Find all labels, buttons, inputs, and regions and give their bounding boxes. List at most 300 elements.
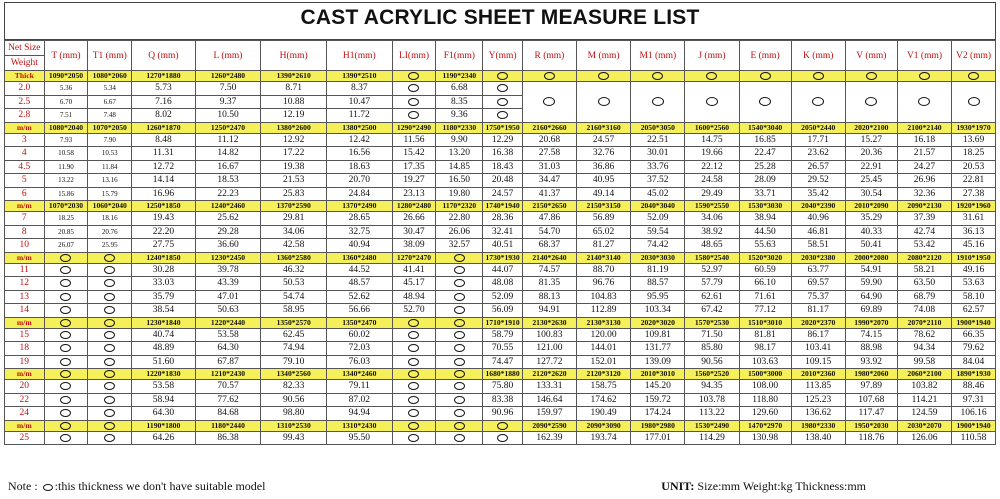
weight-cell: 120.00 [577, 328, 631, 342]
weight-cell: 36.86 [577, 160, 631, 174]
circle-icon [104, 396, 115, 404]
sheet-size-cell: 1260*1870 [132, 122, 196, 133]
weight-cell: 17.71 [791, 133, 845, 147]
weight-cell: 71.50 [685, 328, 739, 342]
sheet-size-cell: 2020*3020 [631, 317, 685, 328]
weight-cell: 10.53 [88, 147, 132, 161]
thickness-row [5, 239, 996, 253]
weight-cell: 27.58 [522, 147, 576, 161]
col-header: F1(mm) [436, 41, 483, 71]
thickness-row [5, 147, 996, 161]
weight-cell: 56.66 [326, 304, 392, 318]
weight-cell: 19.66 [685, 147, 739, 161]
weight-cell: 22.23 [195, 187, 261, 201]
circle-icon [544, 72, 555, 80]
weight-cell: 146.64 [522, 393, 576, 407]
weight-cell: 162.39 [522, 431, 576, 445]
thickness-label: 3 [5, 133, 45, 147]
weight-cell: 96.76 [577, 277, 631, 291]
size-band-row [5, 201, 996, 212]
circle-icon [60, 370, 71, 378]
thickness-row [5, 82, 996, 96]
weight-cell: 16.38 [483, 147, 523, 161]
not-available-cell [631, 71, 685, 82]
weight-cell: 10.88 [261, 95, 327, 109]
weight-cell: 26.66 [392, 212, 436, 226]
weight-cell: 97.31 [952, 393, 996, 407]
circle-icon [454, 279, 465, 287]
sheet-size-cell: 1350*2470 [326, 317, 392, 328]
circle-icon [104, 319, 115, 327]
weight-cell: 10.58 [44, 147, 88, 161]
circle-icon [454, 434, 465, 442]
weight-cell: 26.07 [44, 239, 88, 253]
circle-icon [454, 331, 465, 339]
weight-cell: 21.53 [261, 174, 327, 188]
sheet-size-cell: 2120*3120 [577, 369, 631, 380]
sheet-size-cell: 1900*1940 [952, 317, 996, 328]
weight-cell: 14.82 [195, 147, 261, 161]
sheet-size-cell: 2040*3040 [631, 201, 685, 212]
sheet-size-cell: 1950*2030 [845, 420, 897, 431]
sheet-size-cell: 1390*2610 [261, 71, 327, 82]
weight-cell: 174.24 [631, 407, 685, 421]
weight-cell: 136.62 [791, 407, 845, 421]
weight-cell: 30.01 [631, 147, 685, 161]
not-available-cell [44, 290, 88, 304]
weight-cell: 42.74 [897, 225, 951, 239]
weight-cell: 84.68 [195, 407, 261, 421]
not-available-cell [88, 380, 132, 394]
row-band-label: Thick [5, 71, 45, 82]
sheet-size-cell: 1170*2320 [436, 201, 483, 212]
weight-cell: 27.75 [132, 239, 196, 253]
weight-cell: 177.01 [631, 431, 685, 445]
circle-icon [104, 434, 115, 442]
weight-cell: 42.58 [261, 239, 327, 253]
sheet-size-cell: 2050*3050 [631, 122, 685, 133]
weight-cell: 11.90 [44, 160, 88, 174]
not-available-cell [952, 82, 996, 123]
weight-cell: 22.12 [685, 160, 739, 174]
sheet-size-cell: 1230*1840 [132, 317, 196, 328]
weight-cell: 14.85 [436, 160, 483, 174]
weight-cell: 27.38 [952, 187, 996, 201]
weight-cell: 40.33 [845, 225, 897, 239]
sheet-size-cell: 2130*2630 [522, 317, 576, 328]
sheet-size-cell: 1310*2430 [326, 420, 392, 431]
weight-cell: 16.18 [897, 133, 951, 147]
weight-cell: 110.58 [952, 431, 996, 445]
weight-cell: 16.96 [132, 187, 196, 201]
weight-cell: 65.02 [577, 225, 631, 239]
not-available-cell [577, 82, 631, 123]
thickness-label: 18 [5, 342, 45, 356]
circle-icon [60, 382, 71, 390]
weight-cell: 82.33 [261, 380, 327, 394]
weight-cell: 38.54 [132, 304, 196, 318]
col-header: LI(mm) [392, 41, 436, 71]
weight-cell: 98.17 [739, 342, 791, 356]
weight-cell: 19.38 [261, 160, 327, 174]
weight-cell: 5.34 [88, 82, 132, 96]
weight-cell: 74.08 [897, 304, 951, 318]
weight-cell: 103.78 [685, 393, 739, 407]
weight-cell: 125.23 [791, 393, 845, 407]
weight-cell: 81.19 [631, 263, 685, 277]
weight-cell: 49.14 [577, 187, 631, 201]
sheet-size-cell: 1510*3010 [739, 317, 791, 328]
thickness-label: 10 [5, 239, 45, 253]
sheet-size-cell: 1310*2530 [261, 420, 327, 431]
thickness-label: 8 [5, 225, 45, 239]
thickness-label: 25 [5, 431, 45, 445]
weight-cell: 62.57 [952, 304, 996, 318]
not-available-cell [436, 380, 483, 394]
sheet-size-cell: 1240*2460 [195, 201, 261, 212]
not-available-cell [739, 71, 791, 82]
weight-cell: 7.90 [88, 133, 132, 147]
weight-cell: 75.37 [791, 290, 845, 304]
weight-cell: 94.91 [522, 304, 576, 318]
weight-cell: 109.81 [631, 328, 685, 342]
circle-icon [104, 266, 115, 274]
weight-cell: 130.98 [739, 431, 791, 445]
weight-cell: 121.00 [522, 342, 576, 356]
weight-cell: 72.03 [326, 342, 392, 356]
weight-cell: 86.17 [791, 328, 845, 342]
weight-cell: 107.68 [845, 393, 897, 407]
weight-cell: 15.79 [88, 187, 132, 201]
weight-cell: 41.41 [392, 263, 436, 277]
sheet-size-cell: 2020*2370 [791, 317, 845, 328]
weight-cell: 69.89 [845, 304, 897, 318]
weight-cell: 190.49 [577, 407, 631, 421]
circle-icon [104, 358, 115, 366]
weight-cell: 58.79 [483, 328, 523, 342]
row-band-label: m/m [5, 252, 45, 263]
col-header: Y(mm) [483, 41, 523, 71]
weight-cell: 103.63 [739, 355, 791, 369]
weight-cell: 33.03 [132, 277, 196, 291]
weight-cell: 114.29 [685, 431, 739, 445]
weight-cell: 6.67 [88, 95, 132, 109]
weight-cell: 81.17 [791, 304, 845, 318]
weight-cell: 11.84 [88, 160, 132, 174]
sheet-size-cell: 1530*3030 [739, 201, 791, 212]
weight-cell: 54.91 [845, 263, 897, 277]
note-prefix: Note : [8, 479, 38, 493]
weight-cell: 44.50 [739, 225, 791, 239]
weight-cell: 25.28 [739, 160, 791, 174]
circle-icon [60, 396, 71, 404]
weight-cell: 52.97 [685, 263, 739, 277]
size-band-row [5, 420, 996, 431]
not-available-cell [952, 71, 996, 82]
weight-cell: 18.53 [195, 174, 261, 188]
weight-cell: 23.62 [791, 147, 845, 161]
weight-cell: 52.09 [631, 212, 685, 226]
not-available-cell [436, 252, 483, 263]
weight-cell: 12.92 [261, 133, 327, 147]
not-available-cell [436, 342, 483, 356]
weight-cell: 7.51 [44, 109, 88, 123]
weight-cell: 48.57 [326, 277, 392, 291]
weight-cell: 68.37 [522, 239, 576, 253]
weight-cell: 59.54 [631, 225, 685, 239]
weight-cell: 104.83 [577, 290, 631, 304]
sheet-size-cell: 1180*2330 [436, 122, 483, 133]
not-available-cell [483, 71, 523, 82]
weight-cell: 36.60 [195, 239, 261, 253]
circle-icon [454, 293, 465, 301]
note-text: :this thickness we don't have suitable model [54, 479, 266, 493]
thickness-row [5, 263, 996, 277]
circle-icon [497, 422, 508, 430]
sheet-size-cell: 1980*2980 [631, 420, 685, 431]
weight-cell: 8.48 [132, 133, 196, 147]
not-available-cell [44, 380, 88, 394]
thickness-row [5, 304, 996, 318]
not-available-cell [392, 328, 436, 342]
sheet-size-cell: 2050*2440 [791, 122, 845, 133]
weight-cell: 12.42 [326, 133, 392, 147]
not-available-cell [88, 252, 132, 263]
weight-cell: 40.51 [483, 239, 523, 253]
col-header: R (mm) [522, 41, 576, 71]
sheet-size-cell: 1730*1930 [483, 252, 523, 263]
weight-cell: 81.81 [739, 328, 791, 342]
circle-icon [454, 306, 465, 314]
circle-icon [408, 422, 419, 430]
weight-cell: 55.63 [739, 239, 791, 253]
circle-icon [60, 293, 71, 301]
weight-cell: 58.95 [261, 304, 327, 318]
weight-cell: 40.94 [326, 239, 392, 253]
circle-icon [652, 72, 663, 80]
weight-cell: 20.70 [326, 174, 392, 188]
weight-cell: 30.54 [845, 187, 897, 201]
not-available-cell [436, 290, 483, 304]
weight-cell: 193.74 [577, 431, 631, 445]
weight-cell: 34.06 [685, 212, 739, 226]
sheet-size-cell: 1280*2480 [392, 201, 436, 212]
weight-cell: 22.81 [952, 174, 996, 188]
weight-cell: 47.01 [195, 290, 261, 304]
col-header: H1(mm) [326, 41, 392, 71]
weight-cell: 69.57 [791, 277, 845, 291]
weight-cell: 33.71 [739, 187, 791, 201]
sheet-size-cell: 2080*2120 [897, 252, 951, 263]
col-header: E (mm) [739, 41, 791, 71]
not-available-cell [44, 263, 88, 277]
circle-icon [408, 396, 419, 404]
not-available-cell [739, 82, 791, 123]
weight-cell: 64.90 [845, 290, 897, 304]
not-available-cell [436, 328, 483, 342]
unit-label: UNIT: [661, 479, 695, 493]
weight-cell: 118.80 [739, 393, 791, 407]
sheet-size-cell: 1710*1910 [483, 317, 523, 328]
circle-icon [60, 279, 71, 287]
weight-cell: 24.57 [483, 187, 523, 201]
thickness-row [5, 290, 996, 304]
page-title: CAST ACRYLIC SHEET MEASURE LIST [300, 6, 700, 29]
weight-cell: 98.80 [261, 407, 327, 421]
not-available-cell [44, 420, 88, 431]
size-band-row [5, 252, 996, 263]
size-band-row [5, 122, 996, 133]
weight-cell: 51.60 [132, 355, 196, 369]
sheet-size-cell: 2060*2100 [897, 369, 951, 380]
not-available-cell [44, 252, 88, 263]
circle-icon [454, 370, 465, 378]
weight-cell: 24.84 [326, 187, 392, 201]
weight-cell: 18.63 [326, 160, 392, 174]
weight-cell: 37.39 [897, 212, 951, 226]
weight-cell: 79.62 [952, 342, 996, 356]
col-header: V1 (mm) [897, 41, 951, 71]
weight-cell: 19.27 [392, 174, 436, 188]
not-available-cell [44, 328, 88, 342]
weight-cell: 30.47 [392, 225, 436, 239]
weight-cell: 54.70 [522, 225, 576, 239]
weight-cell: 6.70 [44, 95, 88, 109]
circle-icon [454, 422, 465, 430]
col-header: V2 (mm) [952, 41, 996, 71]
weight-cell: 81.27 [577, 239, 631, 253]
circle-icon [866, 72, 877, 80]
weight-cell: 22.80 [436, 212, 483, 226]
sheet-size-cell: 2140*2640 [522, 252, 576, 263]
weight-cell: 66.35 [952, 328, 996, 342]
weight-cell: 76.03 [326, 355, 392, 369]
sheet-size-cell: 1680*1880 [483, 369, 523, 380]
weight-cell: 40.96 [791, 212, 845, 226]
thickness-row [5, 133, 996, 147]
weight-cell: 139.09 [631, 355, 685, 369]
not-available-cell [631, 82, 685, 123]
not-available-cell [392, 380, 436, 394]
row-band-label: m/m [5, 369, 45, 380]
sheet-size-cell: 1910*1950 [952, 252, 996, 263]
weight-cell: 88.13 [522, 290, 576, 304]
weight-cell: 83.38 [483, 393, 523, 407]
weight-cell: 144.01 [577, 342, 631, 356]
thickness-row [5, 342, 996, 356]
sheet-size-cell: 1270*2470 [392, 252, 436, 263]
circle-icon [497, 72, 508, 80]
weight-cell: 62.45 [261, 328, 327, 342]
weight-cell: 94.35 [685, 380, 739, 394]
not-available-cell [392, 420, 436, 431]
weight-cell: 99.43 [261, 431, 327, 445]
weight-cell: 9.90 [436, 133, 483, 147]
circle-icon [454, 344, 465, 352]
circle-icon [104, 306, 115, 314]
circle-icon [60, 306, 71, 314]
weight-cell: 53.63 [952, 277, 996, 291]
weight-cell: 20.85 [44, 225, 88, 239]
size-band-row [5, 369, 996, 380]
sheet-size-cell: 1370*2590 [261, 201, 327, 212]
not-available-cell [436, 431, 483, 445]
not-available-cell [483, 420, 523, 431]
thickness-row [5, 393, 996, 407]
col-header: K (mm) [791, 41, 845, 71]
weight-cell: 46.32 [261, 263, 327, 277]
circle-icon [43, 484, 53, 491]
circle-icon [408, 409, 419, 417]
not-available-cell [392, 95, 436, 109]
row-band-label: m/m [5, 201, 45, 212]
weight-cell: 159.72 [631, 393, 685, 407]
circle-icon [408, 319, 419, 327]
circle-icon [598, 72, 609, 80]
weight-cell: 74.57 [522, 263, 576, 277]
not-available-cell [392, 393, 436, 407]
not-available-cell [44, 369, 88, 380]
circle-icon [812, 97, 824, 106]
weight-cell: 126.06 [897, 431, 951, 445]
thickness-row [5, 225, 996, 239]
sheet-size-cell: 1260*2480 [195, 71, 261, 82]
weight-cell: 95.95 [631, 290, 685, 304]
sheet-size-cell: 2010*2360 [791, 369, 845, 380]
circle-icon [760, 72, 771, 80]
circle-icon [104, 293, 115, 301]
not-available-cell [44, 393, 88, 407]
weight-cell: 13.20 [436, 147, 483, 161]
weight-cell: 88.70 [577, 263, 631, 277]
weight-cell: 77.62 [195, 393, 261, 407]
circle-icon [408, 331, 419, 339]
weight-cell: 118.76 [845, 431, 897, 445]
weight-cell: 8.71 [261, 82, 327, 96]
not-available-cell [44, 431, 88, 445]
sheet-size-cell: 2030*3030 [631, 252, 685, 263]
thickness-row [5, 277, 996, 291]
circle-icon [60, 266, 71, 274]
circle-icon [497, 111, 508, 119]
sheet-size-cell: 1240*1850 [132, 252, 196, 263]
weight-cell: 47.86 [522, 212, 576, 226]
weight-cell: 28.36 [483, 212, 523, 226]
unit-text: Size:mm Weight:kg Thickness:mm [697, 479, 866, 493]
sheet-size-cell: 1220*1830 [132, 369, 196, 380]
weight-cell: 48.65 [685, 239, 739, 253]
weight-cell: 81.35 [522, 277, 576, 291]
sheet-size-cell: 1070*2030 [44, 201, 88, 212]
weight-cell: 70.57 [195, 380, 261, 394]
not-available-cell [392, 407, 436, 421]
weight-cell: 159.97 [522, 407, 576, 421]
weight-cell: 100.83 [522, 328, 576, 342]
not-available-cell [44, 342, 88, 356]
weight-cell: 88.57 [631, 277, 685, 291]
sheet-size-cell: 2000*2080 [845, 252, 897, 263]
weight-cell: 54.74 [261, 290, 327, 304]
weight-cell: 5.73 [132, 82, 196, 96]
weight-cell: 32.36 [897, 187, 951, 201]
weight-cell: 53.58 [132, 380, 196, 394]
thickness-label: 6 [5, 187, 45, 201]
sheet-size-cell: 1930*1970 [952, 122, 996, 133]
sheet-size-cell: 2160*3160 [577, 122, 631, 133]
not-available-cell [483, 95, 523, 109]
weight-cell: 50.53 [261, 277, 327, 291]
weight-cell: 58.21 [897, 263, 951, 277]
